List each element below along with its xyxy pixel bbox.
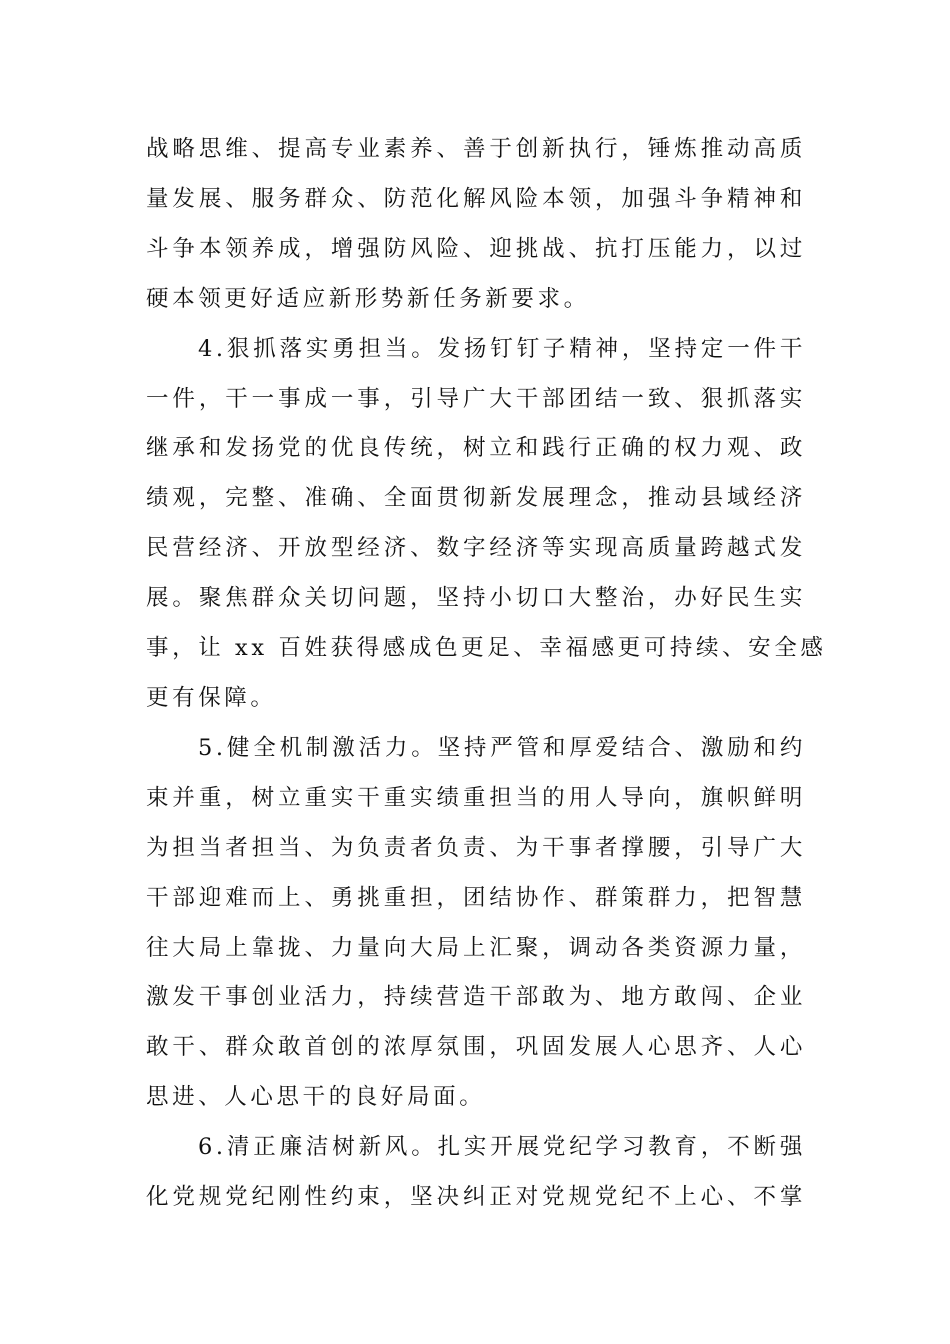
- text-line: 硬本领更好适应新形势新任务新要求。: [146, 285, 590, 312]
- paragraph-item-5: [146, 724, 806, 1123]
- text-line: 事，让 xx 百姓获得感成色更足、幸福感更可持续、安全感: [146, 635, 827, 662]
- text-line: 民营经济、开放型经济、数字经济等实现高质量跨越式发: [146, 535, 806, 562]
- text-line: 继承和发扬党的优良传统，树立和践行正确的权力观、政: [146, 435, 806, 462]
- text-line: 为担当者担当、为负责者负责、为干事者撑腰，引导广大: [146, 834, 806, 861]
- text-line-heading: 6.清正廉洁树新风。扎实开展党纪学习教育，不断强: [198, 1134, 806, 1161]
- text-line: 斗争本领养成，增强防风险、迎挑战、抗打压能力，以过: [146, 235, 806, 262]
- paragraph-item-4: [146, 325, 827, 724]
- document-body: [146, 125, 827, 1223]
- text-line: 一件，干一事成一事，引导广大干部团结一致、狠抓落实: [146, 385, 806, 412]
- text-line: 激发干事创业活力，持续营造干部敢为、地方敢闯、企业: [146, 984, 806, 1011]
- text-line: 量发展、服务群众、防范化解风险本领，加强斗争精神和: [146, 185, 806, 212]
- text-line: 化党规党纪刚性约束，坚决纠正对党规党纪不上心、不掌: [146, 1184, 806, 1211]
- text-line: 展。聚焦群众关切问题，坚持小切口大整治，办好民生实: [146, 585, 806, 612]
- paragraph-continuation: [146, 125, 806, 325]
- text-line: 绩观，完整、准确、全面贯彻新发展理念，推动县域经济: [146, 485, 806, 512]
- text-line: 干部迎难而上、勇挑重担，团结协作、群策群力，把智慧: [146, 884, 806, 911]
- text-line: 束并重，树立重实干重实绩重担当的用人导向，旗帜鲜明: [146, 784, 806, 811]
- text-line: 更有保障。: [146, 684, 277, 711]
- text-line-heading: 4.狠抓落实勇担当。发扬钉钉子精神，坚持定一件干: [198, 335, 806, 362]
- text-line: 敢干、群众敢首创的浓厚氛围，巩固发展人心思齐、人心: [146, 1034, 806, 1061]
- text-line: 往大局上靠拢、力量向大局上汇聚，调动各类资源力量，: [146, 934, 806, 961]
- text-line-heading: 5.健全机制激活力。坚持严管和厚爱结合、激励和约: [198, 734, 806, 761]
- paragraph-item-6: [146, 1123, 806, 1223]
- text-line: 思进、人心思干的良好局面。: [146, 1084, 486, 1111]
- text-line: 战略思维、提高专业素养、善于创新执行，锤炼推动高质: [146, 136, 806, 162]
